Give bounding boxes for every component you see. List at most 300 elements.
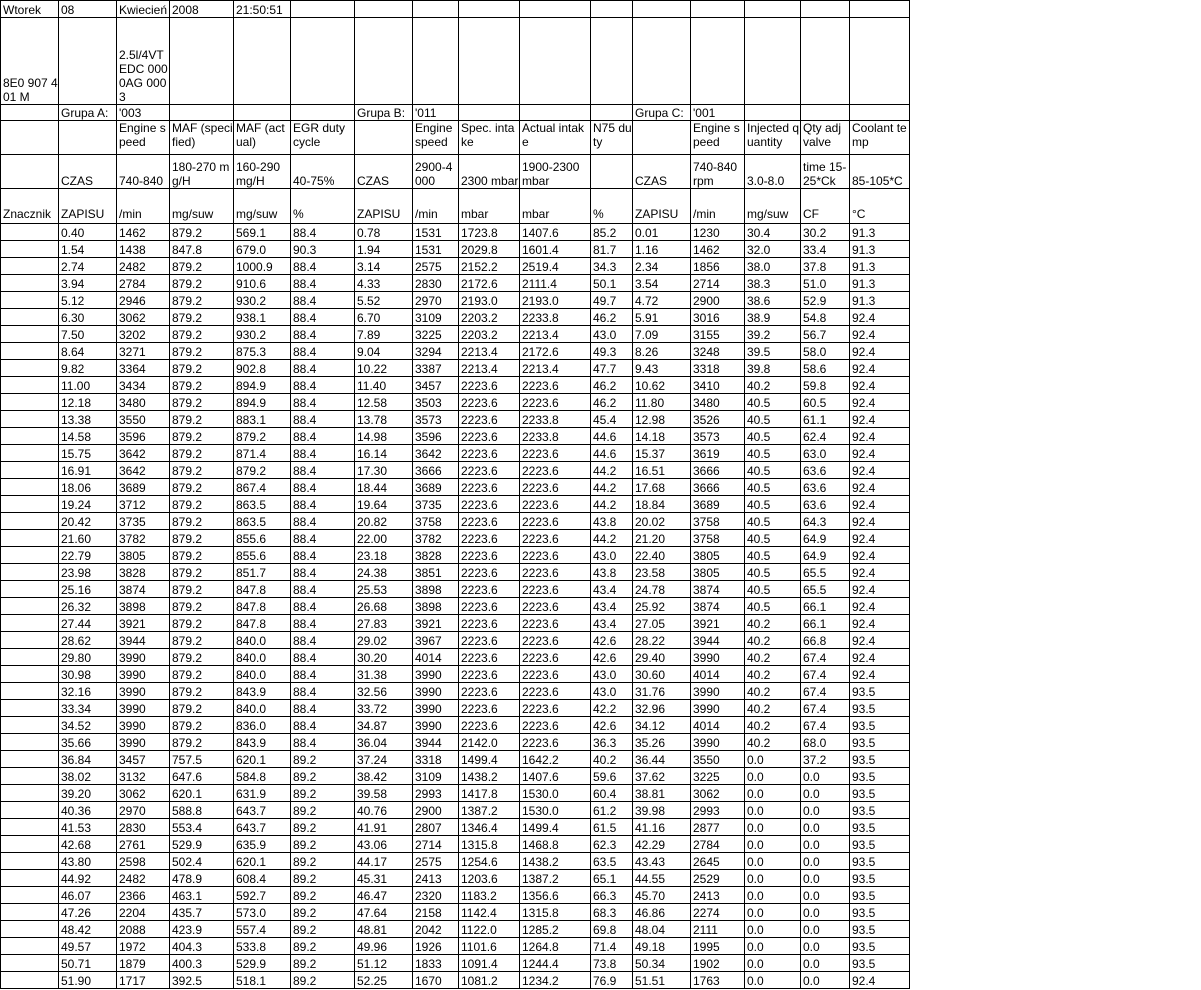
table-cell: 879.2 [170,275,234,292]
marker-cell [1,394,59,411]
table-cell: 92.4 [850,326,910,343]
table-cell: 879.2 [170,649,234,666]
table-row [1,734,910,751]
table-cell: 92.4 [850,649,910,666]
table-row [1,802,910,819]
table-cell: 49.3 [591,343,633,360]
table-cell: 2413 [691,887,745,904]
table-row [1,768,910,785]
table-row [1,275,910,292]
table-cell: 2203.2 [459,326,520,343]
table-cell: 66.1 [801,598,850,615]
table-cell: 25.92 [633,598,691,615]
table-row [1,326,910,343]
table-row [1,819,910,836]
table-cell: 879.2 [170,428,234,445]
marker-cell [1,921,59,938]
table-cell: 643.7 [234,802,291,819]
table-cell: 879.2 [170,581,234,598]
table-cell: 88.4 [291,224,355,241]
column-label: MAF (actual) [234,121,291,155]
column-range: 740-840 [117,155,170,189]
table-cell: 478.9 [170,870,234,887]
table-cell: 32.0 [745,241,801,258]
table-cell: 31.76 [633,683,691,700]
table-cell: 93.5 [850,802,910,819]
table-cell: 400.3 [170,955,234,972]
marker-cell [1,666,59,683]
table-cell: 3109 [413,768,459,785]
table-cell: 91.3 [850,258,910,275]
table-cell: 6.70 [355,309,413,326]
table-cell: 0.0 [745,921,801,938]
table-cell: 29.02 [355,632,413,649]
table-row [1,547,910,564]
table-cell: 3898 [413,581,459,598]
column-label: Injected quantity [745,121,801,155]
table-cell: 10.62 [633,377,691,394]
table-cell: 3990 [117,734,170,751]
table-cell: 3689 [117,479,170,496]
table-cell: 529.9 [170,836,234,853]
table-cell: 938.1 [234,309,291,326]
table-cell: 1407.6 [520,224,591,241]
table-cell: 11.00 [59,377,117,394]
table-cell: 62.4 [801,428,850,445]
table-cell: 56.7 [801,326,850,343]
table-cell: 2807 [413,819,459,836]
table-cell: 0.0 [801,921,850,938]
table-cell: 1230 [691,224,745,241]
table-cell: 2158 [413,904,459,921]
table-cell: 88.4 [291,598,355,615]
column-unit: Znacznik [1,189,59,224]
table-cell: 21.20 [633,530,691,547]
table-cell: 59.6 [591,768,633,785]
table-cell: 2223.6 [459,632,520,649]
table-cell: 2946 [117,292,170,309]
table-cell: 89.2 [291,972,355,989]
table-row [1,343,910,360]
marker-cell [1,819,59,836]
table-cell: 0.01 [633,224,691,241]
table-cell: 61.1 [801,411,850,428]
table-cell: 4014 [691,717,745,734]
column-range: 160-290 mg/H [234,155,291,189]
marker-cell [1,853,59,870]
table-cell: 88.4 [291,666,355,683]
table-cell: 27.05 [633,615,691,632]
marker-cell [1,496,59,513]
marker-cell [1,360,59,377]
table-cell: 3851 [413,564,459,581]
table-cell: 529.9 [234,955,291,972]
table-cell: 0.0 [745,955,801,972]
table-cell: 1.54 [59,241,117,258]
table-cell: 92.4 [850,411,910,428]
table-cell: 33.72 [355,700,413,717]
header-row-labels [1,121,910,155]
table-cell: 3805 [691,547,745,564]
table-cell: 9.04 [355,343,413,360]
table-cell: 3225 [691,768,745,785]
table-cell: 37.2 [801,751,850,768]
table-row [1,598,910,615]
table-cell: 26.32 [59,598,117,615]
table-cell: 3990 [691,683,745,700]
table-cell: 3642 [117,462,170,479]
table-cell: 2575 [413,258,459,275]
table-cell: 1315.8 [459,836,520,853]
table-cell: 3758 [413,513,459,530]
table-cell: 3062 [691,785,745,802]
table-cell: 0.0 [801,972,850,989]
header-row-units [1,189,910,224]
table-cell: 40.5 [745,445,801,462]
table-row [1,853,910,870]
table-cell: 63.6 [801,462,850,479]
table-cell: 879.2 [170,411,234,428]
table-cell: 28.22 [633,632,691,649]
table-cell: 44.17 [355,853,413,870]
table-cell: 51.0 [801,275,850,292]
table-cell: 40.5 [745,462,801,479]
table-cell: 64.9 [801,530,850,547]
table-cell: 40.2 [745,666,801,683]
table-cell: 2223.6 [520,462,591,479]
table-cell: 36.3 [591,734,633,751]
table-cell: 43.80 [59,853,117,870]
column-unit: /min [413,189,459,224]
table-cell: 88.4 [291,649,355,666]
table-cell: 92.4 [850,360,910,377]
column-label [59,121,117,155]
table-cell: 3.54 [633,275,691,292]
table-cell: 34.52 [59,717,117,734]
table-cell: 89.2 [291,870,355,887]
marker-cell [1,972,59,989]
table-cell: 43.0 [591,666,633,683]
table-cell: 92.4 [850,513,910,530]
table-cell: 879.2 [170,666,234,683]
table-row [1,377,910,394]
column-label: Engine speed [691,121,745,155]
table-cell: 3503 [413,394,459,411]
table-cell: 40.5 [745,564,801,581]
table-cell: 47.64 [355,904,413,921]
table-cell: 1499.4 [520,819,591,836]
table-cell: 67.4 [801,649,850,666]
table-cell: 0.0 [745,870,801,887]
table-cell: 3990 [413,683,459,700]
table-cell: 3712 [117,496,170,513]
table-cell: 592.7 [234,887,291,904]
table-cell: 879.2 [170,462,234,479]
table-cell: 2366 [117,887,170,904]
table-cell: 88.4 [291,581,355,598]
table-cell: 40.5 [745,496,801,513]
table-cell: 88.4 [291,530,355,547]
table-cell: 39.2 [745,326,801,343]
table-cell: 93.5 [850,887,910,904]
table-cell: 2529 [691,870,745,887]
table-cell: 48.04 [633,921,691,938]
table-cell: 92.4 [850,309,910,326]
table-cell: 92.4 [850,615,910,632]
table-cell: 3550 [691,751,745,768]
table-cell: 463.1 [170,887,234,904]
table-cell: 92.4 [850,972,910,989]
table-cell: 40.2 [745,649,801,666]
table-cell: 38.02 [59,768,117,785]
table-cell: 42.68 [59,836,117,853]
table-cell: 65.5 [801,564,850,581]
table-cell: 608.4 [234,870,291,887]
table-cell: 85.2 [591,224,633,241]
table-cell: 1407.6 [520,768,591,785]
table-cell: 43.4 [591,581,633,598]
table-cell: 15.75 [59,445,117,462]
table-cell: 855.6 [234,530,291,547]
table-cell: 2993 [413,785,459,802]
table-cell: 2223.6 [520,377,591,394]
marker-cell [1,598,59,615]
table-cell: 88.4 [291,258,355,275]
table-row [1,513,910,530]
day-cell: Wtorek [1,1,59,18]
table-cell: 879.2 [170,377,234,394]
table-cell: 3271 [117,343,170,360]
table-cell: 3990 [413,666,459,683]
table-cell: 22.79 [59,547,117,564]
table-row [1,394,910,411]
table-row [1,666,910,683]
table-cell: 3828 [117,564,170,581]
table-cell: 61.2 [591,802,633,819]
table-cell: 44.6 [591,428,633,445]
table-cell: 3990 [117,683,170,700]
group-a-code: '003 [117,105,170,121]
table-cell: 67.4 [801,683,850,700]
column-range: 2300 mbar [459,155,520,189]
table-cell: 1531 [413,241,459,258]
table-cell: 2111 [691,921,745,938]
table-cell: 40.36 [59,802,117,819]
table-cell: 92.4 [850,666,910,683]
table-cell: 435.7 [170,904,234,921]
table-cell: 30.4 [745,224,801,241]
table-cell: 43.43 [633,853,691,870]
table-cell: 2223.6 [459,615,520,632]
table-row [1,921,910,938]
table-cell: 25.16 [59,581,117,598]
table-cell: 43.4 [591,615,633,632]
table-cell: 0.0 [801,768,850,785]
table-cell: 5.12 [59,292,117,309]
table-cell: 40.2 [591,751,633,768]
table-row [1,904,910,921]
date-day-cell: 08 [59,1,117,18]
column-label: Actual intake [520,121,591,155]
table-cell: 635.9 [234,836,291,853]
table-cell: 879.2 [170,479,234,496]
table-cell: 2413 [413,870,459,887]
table-row [1,241,910,258]
table-cell: 1642.2 [520,751,591,768]
marker-cell [1,870,59,887]
column-unit: ZAPISU [59,189,117,224]
table-cell: 3016 [691,309,745,326]
table-cell: 89.2 [291,768,355,785]
table-cell: 20.02 [633,513,691,530]
table-cell: 20.82 [355,513,413,530]
table-cell: 6.30 [59,309,117,326]
table-cell: 875.3 [234,343,291,360]
table-row [1,462,910,479]
table-cell: 1101.6 [459,938,520,955]
table-cell: 38.0 [745,258,801,275]
table-cell: 3132 [117,768,170,785]
part-number-cell: 8E0 907 401 M [1,18,59,105]
table-cell: 4014 [413,649,459,666]
table-cell: 34.87 [355,717,413,734]
marker-cell [1,292,59,309]
table-cell: 894.9 [234,377,291,394]
table-cell: 24.78 [633,581,691,598]
table-cell: 59.8 [801,377,850,394]
table-cell: 2.74 [59,258,117,275]
table-cell: 93.5 [850,683,910,700]
table-cell: 37.24 [355,751,413,768]
table-cell: 93.5 [850,751,910,768]
table-cell: 32.56 [355,683,413,700]
table-cell: 757.5 [170,751,234,768]
table-cell: 66.1 [801,615,850,632]
table-cell: 930.2 [234,326,291,343]
table-cell: 92.4 [850,581,910,598]
table-cell: 39.58 [355,785,413,802]
table-row [1,955,910,972]
table-cell: 41.16 [633,819,691,836]
marker-cell [1,428,59,445]
table-cell: 3248 [691,343,745,360]
column-unit: mg/suw [234,189,291,224]
marker-cell [1,938,59,955]
table-cell: 1081.2 [459,972,520,989]
table-cell: 64.9 [801,547,850,564]
table-cell: 1417.8 [459,785,520,802]
table-cell: 63.6 [801,479,850,496]
column-label [1,121,59,155]
table-row [1,530,910,547]
table-cell: 2223.6 [520,394,591,411]
table-cell: 2223.6 [459,394,520,411]
table-cell: 3480 [691,394,745,411]
table-cell: 3990 [117,666,170,683]
table-cell: 0.0 [801,955,850,972]
table-cell: 3457 [117,751,170,768]
column-label: Spec. intake [459,121,520,155]
table-cell: 1438.2 [459,768,520,785]
marker-cell [1,615,59,632]
table-cell: 32.96 [633,700,691,717]
table-cell: 0.40 [59,224,117,241]
table-cell: 3735 [117,513,170,530]
table-cell: 851.7 [234,564,291,581]
marker-cell [1,768,59,785]
table-cell: 35.66 [59,734,117,751]
table-cell: 67.4 [801,666,850,683]
table-cell: 1234.2 [520,972,591,989]
table-cell: 91.3 [850,241,910,258]
table-cell: 1468.8 [520,836,591,853]
table-cell: 65.5 [801,581,850,598]
marker-cell [1,700,59,717]
table-cell: 588.8 [170,802,234,819]
table-cell: 51.90 [59,972,117,989]
table-cell: 92.4 [850,394,910,411]
table-cell: 63.0 [801,445,850,462]
table-row [1,292,910,309]
table-cell: 3898 [413,598,459,615]
table-cell: 3944 [117,632,170,649]
table-cell: 1142.4 [459,904,520,921]
table-cell: 2274 [691,904,745,921]
table-cell: 1462 [117,224,170,241]
table-cell: 2152.2 [459,258,520,275]
table-cell: 3758 [691,530,745,547]
table-cell: 65.1 [591,870,633,887]
table-cell: 40.2 [745,683,801,700]
table-cell: 37.62 [633,768,691,785]
table-cell: 43.8 [591,513,633,530]
table-cell: 14.18 [633,428,691,445]
table-cell: 10.22 [355,360,413,377]
table-cell: 30.2 [801,224,850,241]
table-cell: 18.44 [355,479,413,496]
table-cell: 3990 [413,717,459,734]
table-cell: 93.5 [850,734,910,751]
table-cell: 24.38 [355,564,413,581]
table-row [1,564,910,581]
table-cell: 2204 [117,904,170,921]
table-cell: 2714 [413,836,459,853]
marker-cell [1,343,59,360]
table-cell: 679.0 [234,241,291,258]
table-cell: 44.2 [591,496,633,513]
column-range: CZAS [59,155,117,189]
table-cell: 1254.6 [459,853,520,870]
table-cell: 1531 [413,224,459,241]
marker-cell [1,785,59,802]
table-cell: 38.9 [745,309,801,326]
table-cell: 1244.4 [520,955,591,972]
table-cell: 840.0 [234,700,291,717]
group-c-code: '001 [691,105,745,121]
table-cell: 840.0 [234,649,291,666]
table-cell: 44.2 [591,479,633,496]
column-range [591,155,633,189]
table-cell: 42.6 [591,649,633,666]
table-cell: 45.70 [633,887,691,904]
table-cell: 879.2 [170,258,234,275]
header-row-date [1,1,910,18]
table-cell: 3874 [691,598,745,615]
column-unit: °C [850,189,910,224]
table-cell: 2645 [691,853,745,870]
table-cell: 93.5 [850,938,910,955]
table-cell: 518.1 [234,972,291,989]
